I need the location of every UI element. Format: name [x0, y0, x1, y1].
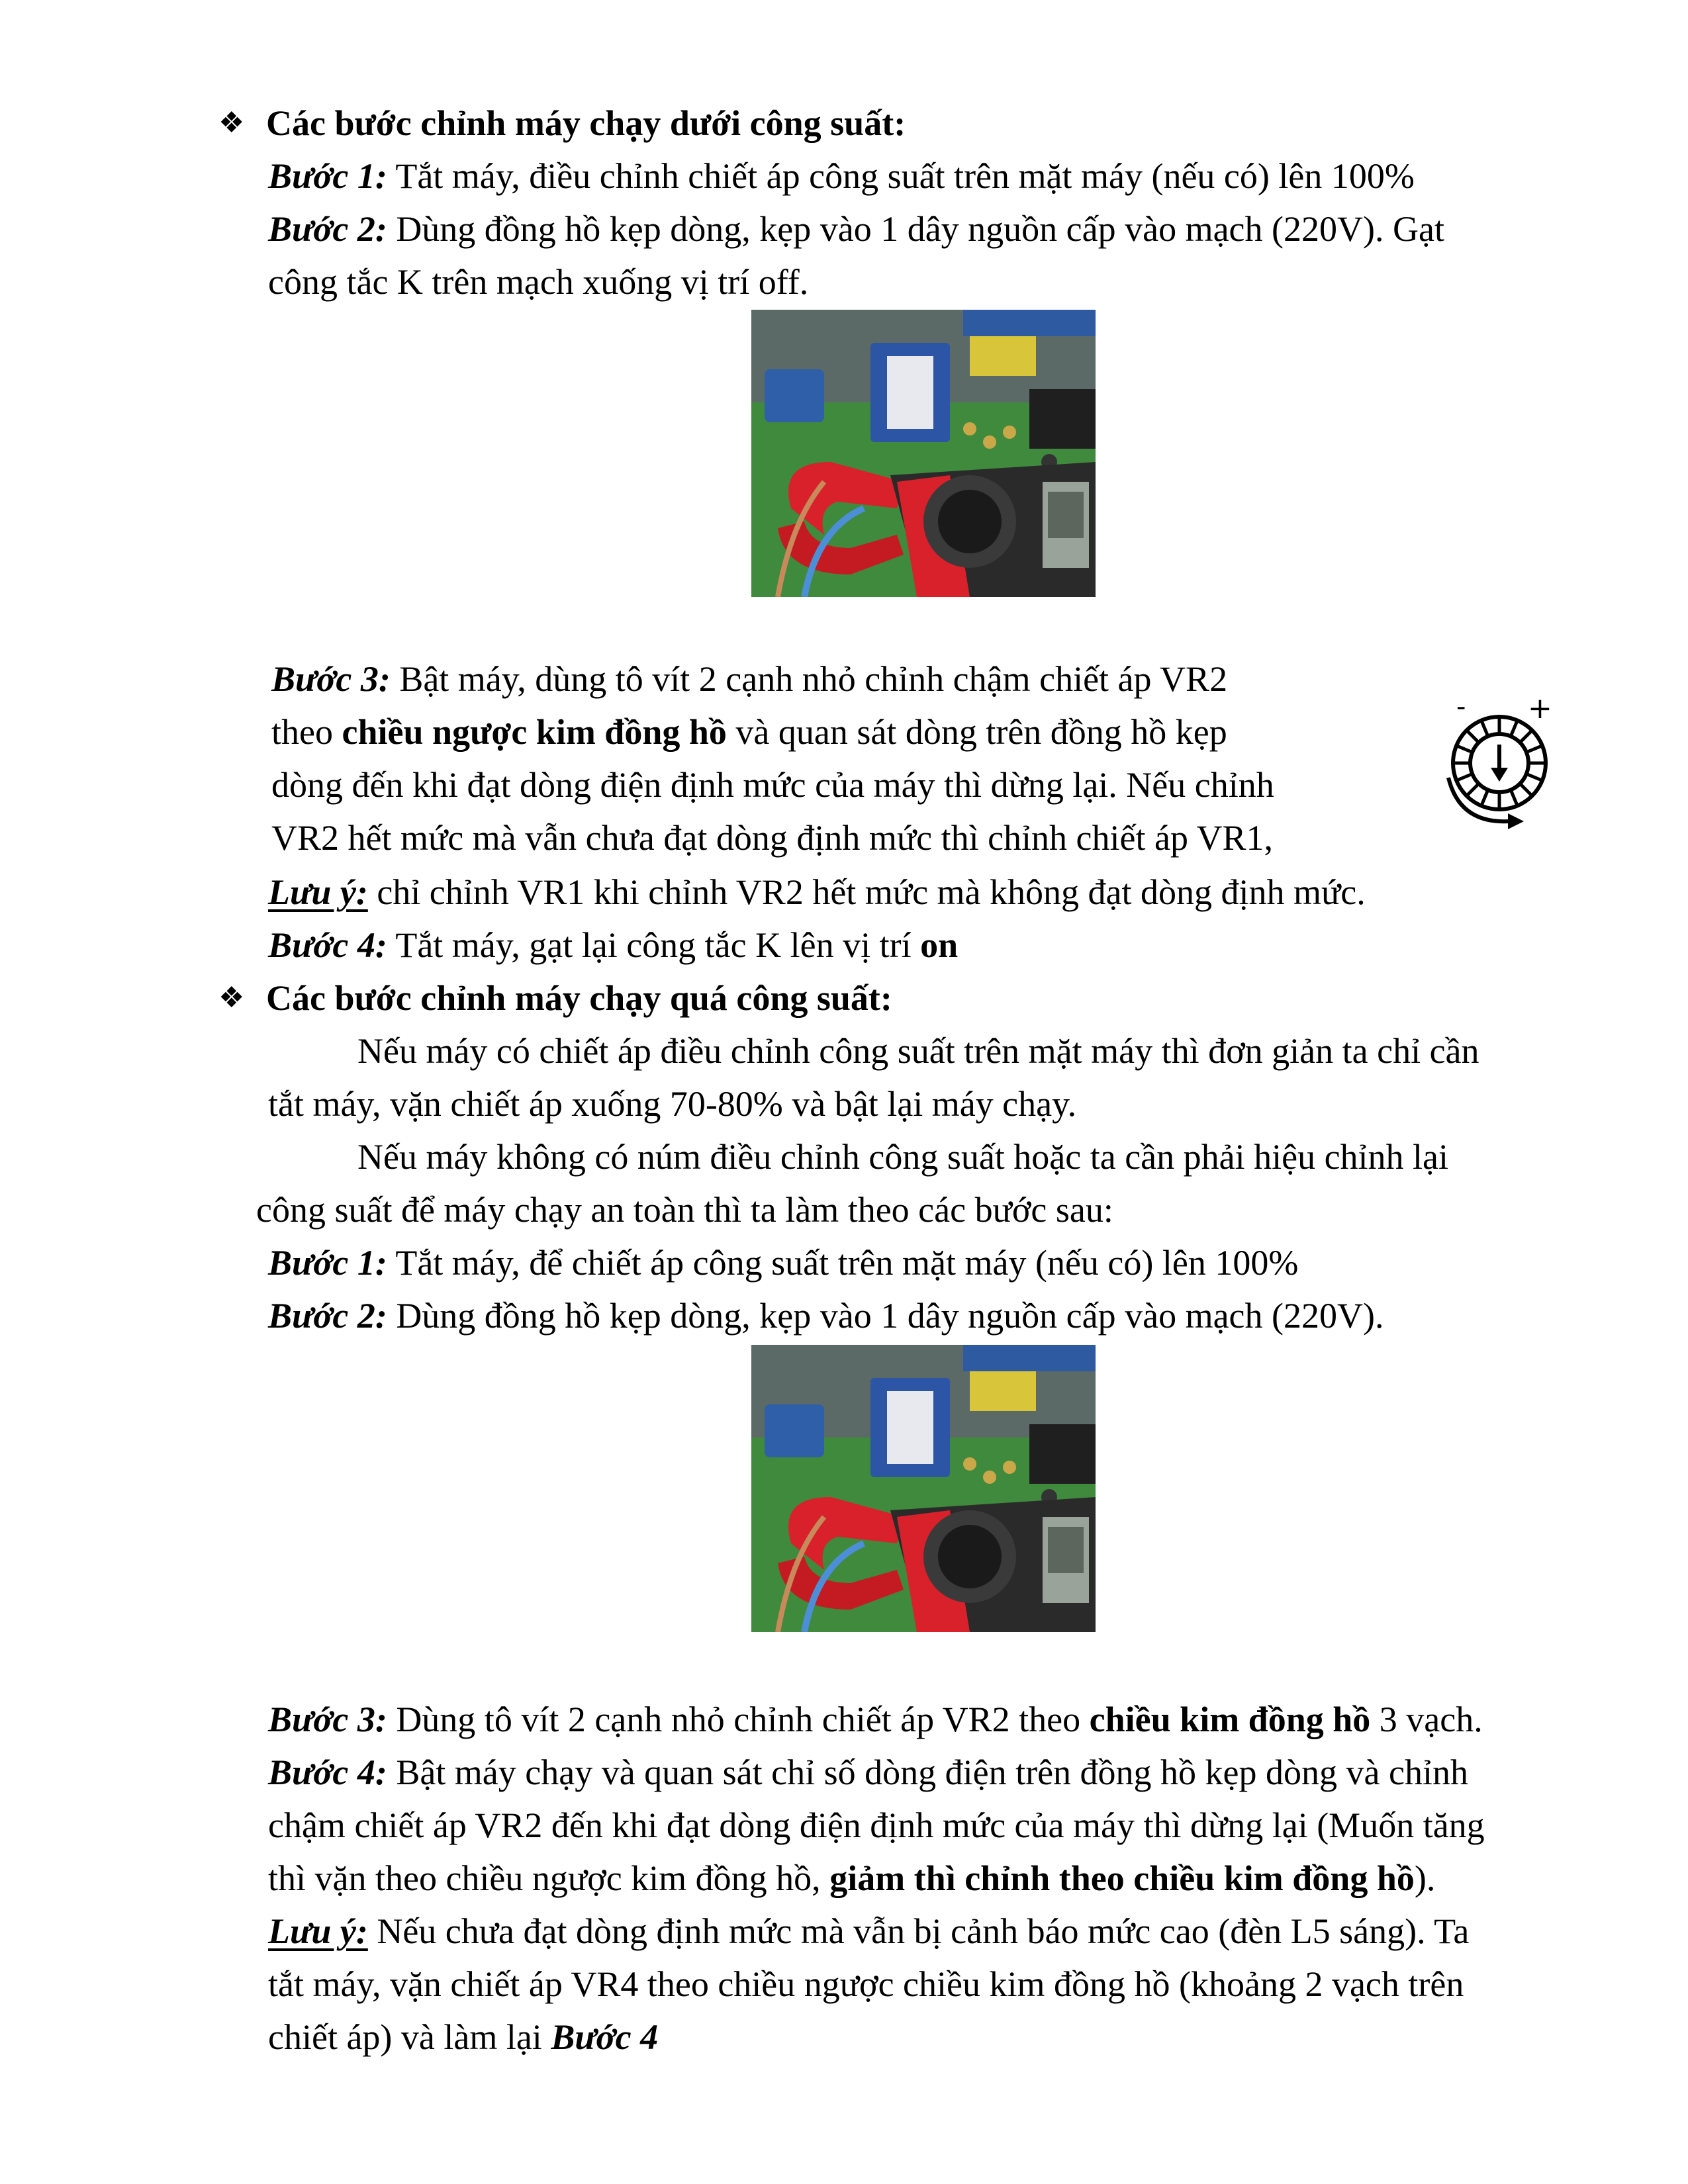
step-label: Bước 2: — [268, 209, 387, 249]
s2-step2 — [268, 1292, 1383, 1340]
step-label: Bước 4: — [268, 925, 387, 965]
step-text: Dùng tô vít 2 cạnh nhỏ chỉnh chiết áp VR2 theo — [387, 1700, 1090, 1739]
s1-step3-cont1 — [271, 708, 1227, 756]
bullet-icon: ❖ — [218, 107, 245, 139]
bold-text: chiều kim đồng hồ — [1089, 1700, 1371, 1739]
plus-sign: + — [1528, 692, 1552, 725]
s2-note — [268, 1907, 1469, 1955]
note-label: Lưu ý: — [268, 872, 368, 912]
minus-sign: - — [1456, 692, 1466, 722]
s2-para1-cont: tắt máy, vặn chiết áp xuống 70-80% và bật lại máy chạy. — [268, 1084, 1077, 1124]
step-label: Bước 3: — [271, 659, 391, 699]
s2-step4-cont2 — [268, 1854, 1435, 1902]
step-label: Bước 1: — [268, 156, 387, 196]
section1-heading: Các bước chỉnh máy chạy dưới công suất: — [266, 103, 906, 143]
step-text: Tắt máy, gạt lại công tắc K lên vị trí — [387, 925, 921, 965]
step-text: Tắt máy, để chiết áp công suất trên mặt máy (nếu có) lên 100% — [387, 1243, 1299, 1283]
text: ). — [1414, 1858, 1436, 1898]
s1-step4 — [268, 921, 958, 969]
s2-step4 — [268, 1749, 1468, 1796]
s2-note-cont1: tắt máy, vặn chiết áp VR4 theo chiều ngược chiều kim đồng hồ (khoảng 2 vạch trên — [268, 1964, 1464, 2004]
s2-step4-cont1: chậm chiết áp VR2 đến khi đạt dòng điện định mức của máy thì dừng lại (Muốn tăng — [268, 1805, 1485, 1845]
section2-heading: Các bước chỉnh máy chạy quá công suất: — [266, 978, 892, 1018]
potentiometer-knob-icon — [1430, 692, 1562, 837]
step-text: Bật máy chạy và quan sát chỉ số dòng điện trên đồng hồ kẹp dòng và chỉnh — [387, 1752, 1468, 1792]
s2-step3 — [268, 1696, 1483, 1743]
step-text: Bật máy, dùng tô vít 2 cạnh nhỏ chỉnh chậm chiết áp VR2 — [390, 659, 1228, 699]
clamp-meter-photo — [751, 310, 1096, 597]
bullet-icon: ❖ — [218, 981, 245, 1014]
step-label: Bước 1: — [268, 1243, 387, 1283]
s1-step3-cont2: dòng đến khi đạt dòng điện định mức của máy thì dừng lại. Nếu chỉnh — [271, 765, 1274, 805]
s1-step2-cont: công tắc K trên mạch xuống vị trí off. — [268, 262, 809, 302]
step-text: Dùng đồng hồ kẹp dòng, kẹp vào 1 dây nguồn cấp vào mạch (220V). — [387, 1296, 1384, 1336]
clamp-meter-illustration — [751, 310, 1096, 597]
bold-text: chiều ngược kim đồng hồ — [342, 712, 727, 752]
text: theo — [271, 712, 342, 752]
text: chiết áp) và làm lại — [268, 2017, 551, 2057]
text: và quan sát dòng trên đồng hồ kẹp — [726, 712, 1227, 752]
s2-para2: Nếu máy không có núm điều chỉnh công suất hoặc ta cần phải hiệu chỉnh lại — [357, 1137, 1449, 1177]
s2-para1: Nếu máy có chiết áp điều chỉnh công suất trên mặt máy thì đơn giản ta chỉ cần — [357, 1031, 1479, 1071]
step-label: Bước 4: — [268, 1752, 387, 1792]
s2-note-cont2 — [268, 2013, 658, 2061]
s1-step1 — [268, 152, 1415, 200]
s2-step1 — [268, 1239, 1298, 1287]
note-text: chỉ chỉnh VR1 khi chỉnh VR2 hết mức mà không đạt dòng định mức. — [367, 872, 1366, 912]
step-label: Bước 2: — [268, 1296, 387, 1336]
step-label: Bước 3: — [268, 1700, 387, 1739]
note-text: Nếu chưa đạt dòng định mức mà vẫn bị cảnh báo mức cao (đèn L5 sáng). Ta — [367, 1911, 1470, 1951]
bold-text: on — [920, 925, 959, 965]
clamp-meter-photo — [751, 1345, 1096, 1632]
s1-step2 — [268, 205, 1444, 253]
bold-italic-text: Bước 4 — [551, 2017, 659, 2057]
s1-note — [268, 868, 1366, 916]
text: thì vặn theo chiều ngược kim đồng hồ, — [268, 1858, 830, 1898]
s2-para2-cont: công suất để máy chạy an toàn thì ta làm theo các bước sau: — [256, 1190, 1113, 1230]
clamp-meter-illustration — [751, 1345, 1096, 1632]
text: 3 vạch. — [1370, 1700, 1483, 1739]
step-text: Tắt máy, điều chỉnh chiết áp công suất trên mặt máy (nếu có) lên 100% — [387, 156, 1415, 196]
s1-step3-cont3: VR2 hết mức mà vẫn chưa đạt dòng định mức thì chỉnh chiết áp VR1, — [271, 818, 1274, 858]
step-text: Dùng đồng hồ kẹp dòng, kẹp vào 1 dây nguồn cấp vào mạch (220V). Gạt — [387, 209, 1444, 249]
note-label: Lưu ý: — [268, 1911, 368, 1951]
bold-text: giảm thì chỉnh theo chiều kim đồng hồ — [829, 1858, 1415, 1898]
s1-step3 — [271, 655, 1227, 703]
